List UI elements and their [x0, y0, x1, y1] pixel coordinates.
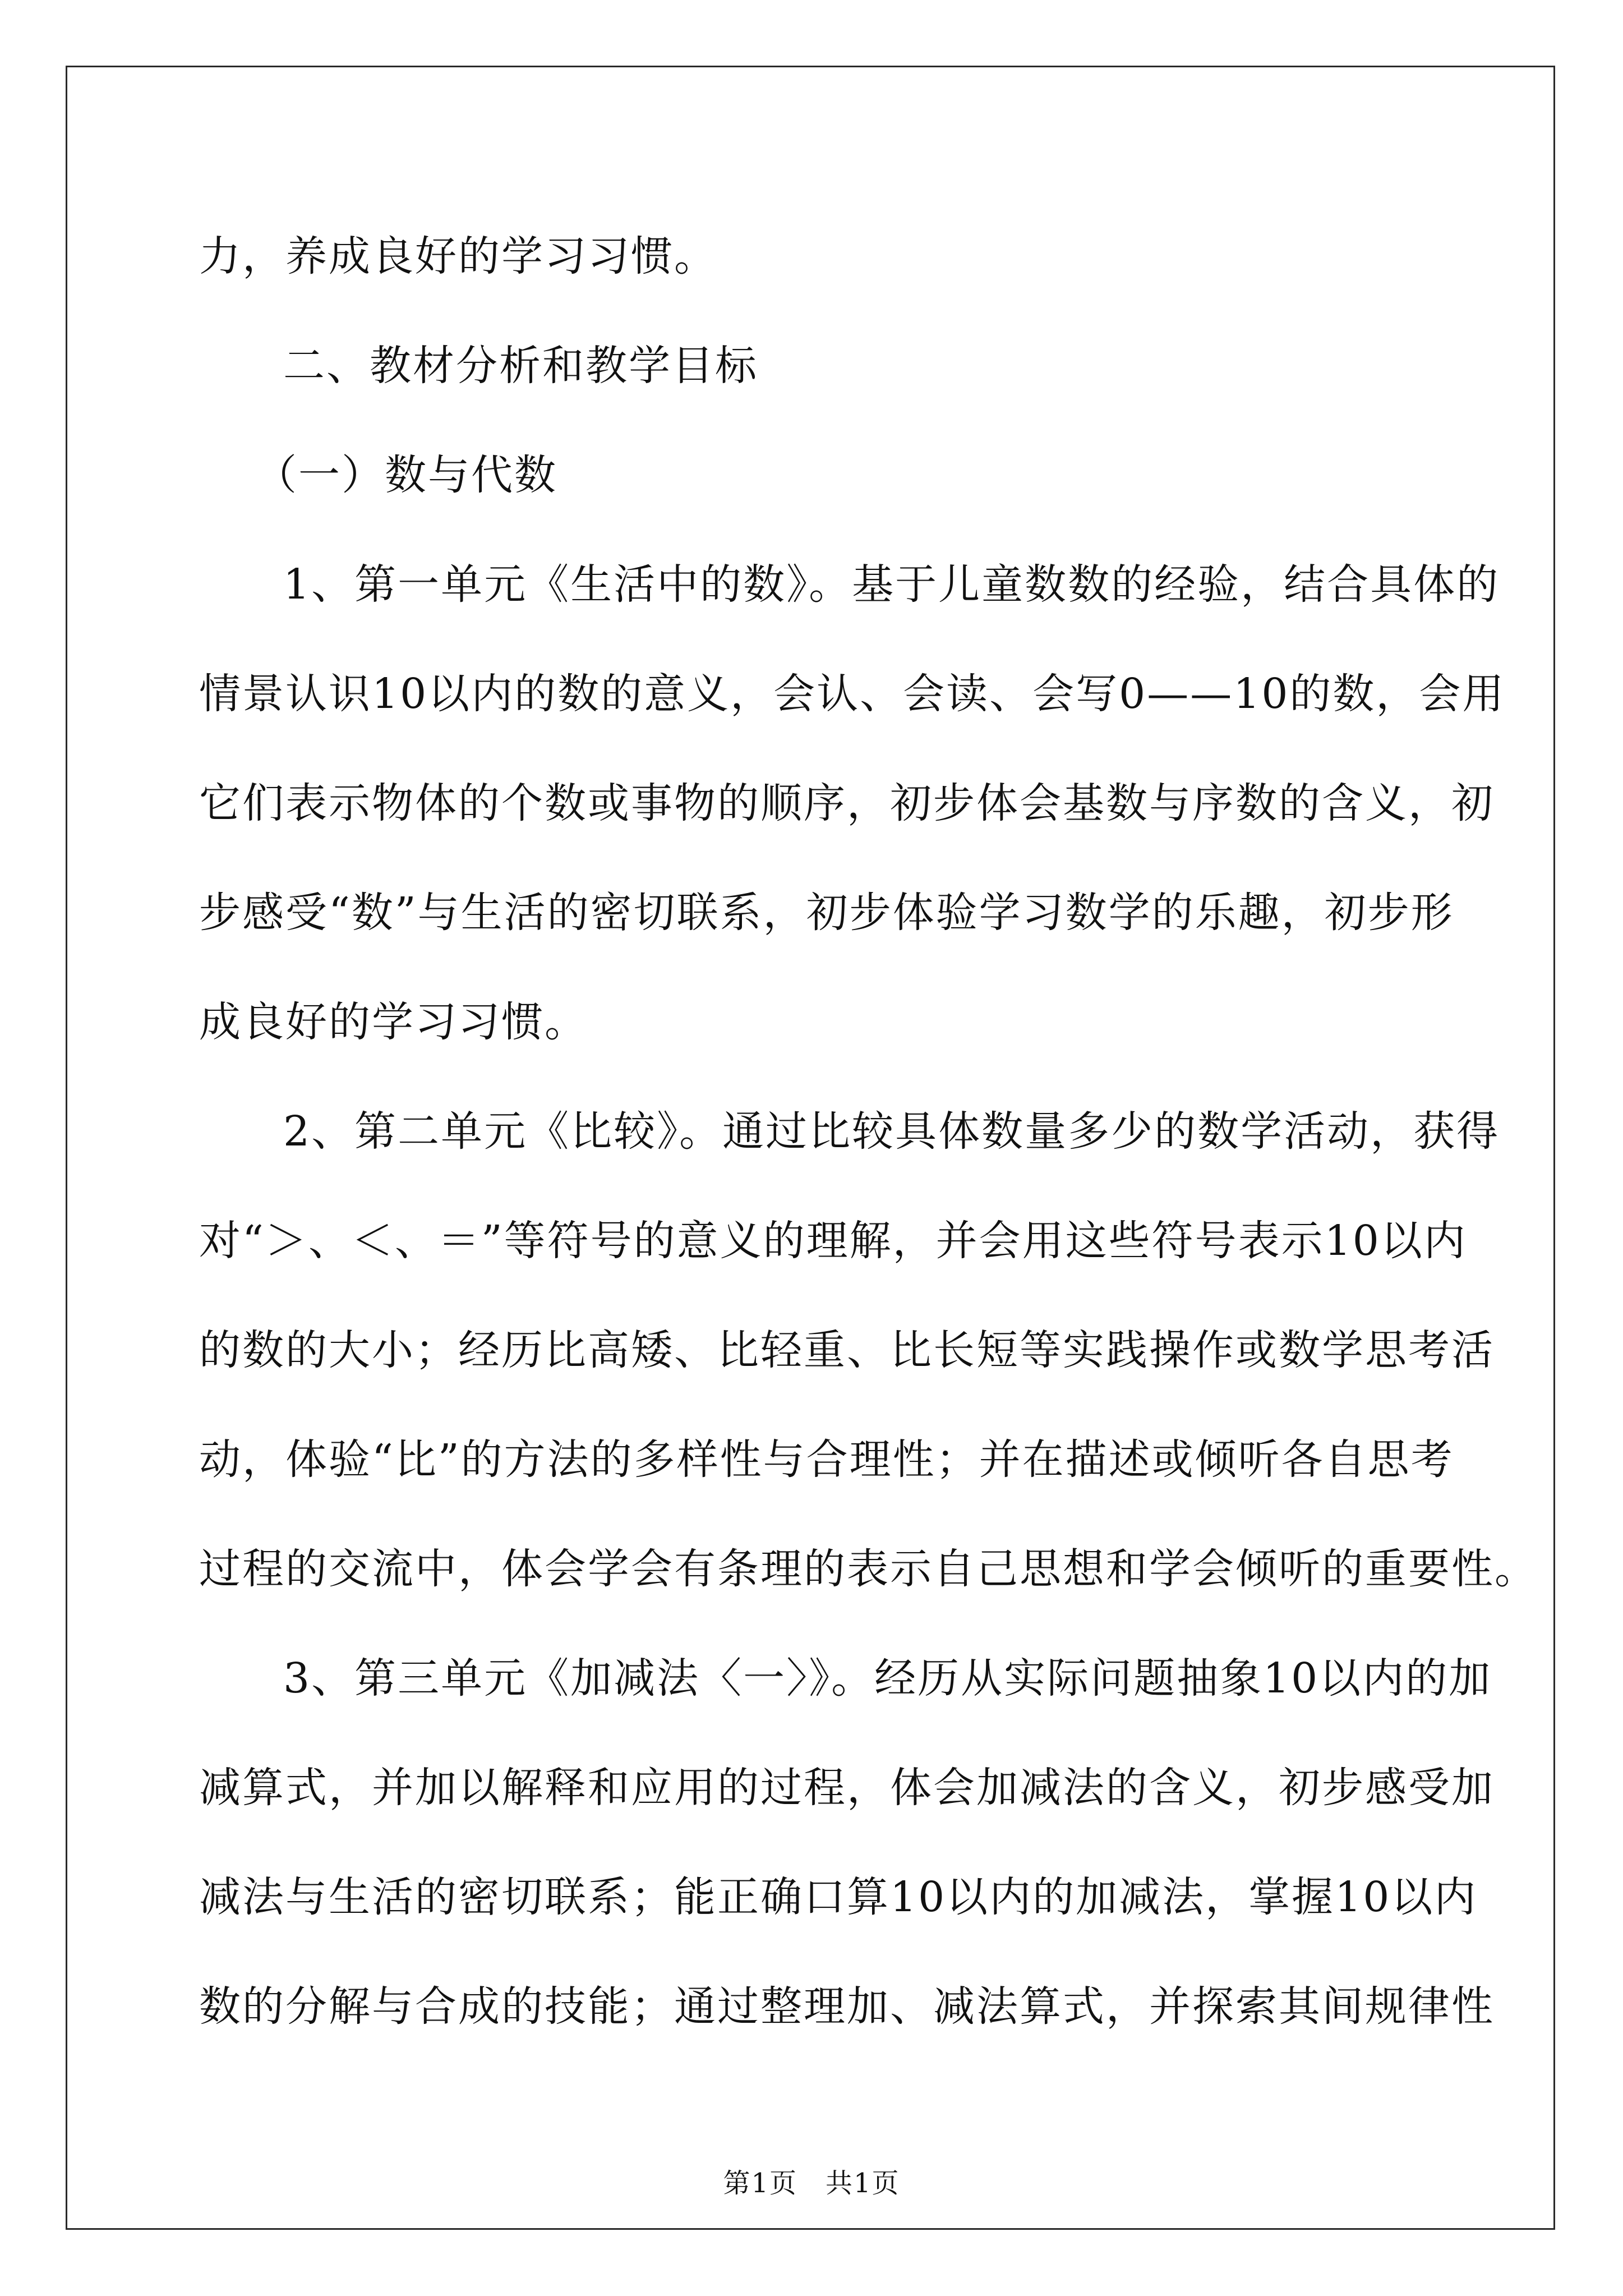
text-line: 成良好的学习习惯。 — [199, 998, 588, 1046]
subsection-heading: （一）数与代数 — [255, 451, 557, 499]
paragraph-start: 1、第一单元《生活中的数》。基于儿童数数的经验，结合具体的 — [283, 560, 1500, 609]
text-line: 的数的大小；经历比高矮、比轻重、比长短等实践操作或数学思考活 — [199, 1326, 1495, 1374]
text-line: 对“＞、＜、＝”等符号的意义的理解，并会用这些符号表示10以内 — [199, 1217, 1467, 1265]
text-line: 它们表示物体的个数或事物的顺序，初步体会基数与序数的含义，初 — [199, 779, 1495, 827]
document-body — [199, 202, 1538, 2062]
page-footer: 第1页 共1页 — [723, 2168, 900, 2199]
text-line: 过程的交流中，体会学会有条理的表示自己思想和学会倾听的重要性。 — [199, 1545, 1538, 1593]
text-line: 减法与生活的密切联系；能正确口算10以内的加减法，掌握10以内 — [199, 1873, 1478, 1921]
paragraph-start: 3、第三单元《加减法〈一〉》。经历从实际问题抽象10以内的加 — [283, 1654, 1492, 1703]
text-line: 力，养成良好的学习习惯。 — [199, 232, 717, 280]
text-line: 动，体验“比”的方法的多样性与合理性；并在描述或倾听各自思考 — [199, 1435, 1454, 1484]
text-line: 减算式，并加以解释和应用的过程，体会加减法的含义，初步感受加 — [199, 1764, 1495, 1812]
paragraph-start: 2、第二单元《比较》。通过比较具体数量多少的数学活动，获得 — [283, 1107, 1500, 1156]
text-line: 数的分解与合成的技能；通过整理加、减法算式，并探索其间规律性 — [199, 1982, 1495, 2031]
text-line: 情景认识10以内的数的意义，会认、会读、会写0——10的数，会用 — [199, 670, 1506, 718]
text-line: 步感受“数”与生活的密切联系，初步体验学习数学的乐趣，初步形 — [199, 889, 1454, 937]
section-heading: 二、教材分析和教学目标 — [283, 342, 758, 390]
